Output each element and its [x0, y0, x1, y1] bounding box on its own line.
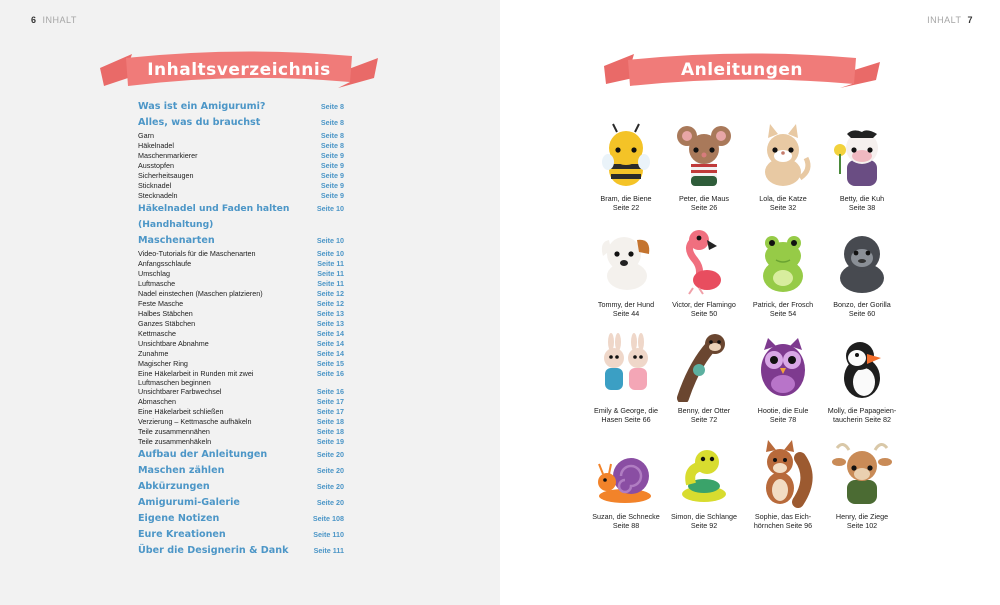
toc-page-number: Seite 14 [316, 349, 344, 358]
toc-page-number: Seite 9 [320, 191, 344, 200]
toc-page-number: Seite 20 [316, 450, 344, 459]
toc-page-number: Seite 13 [316, 309, 344, 318]
folio-left [31, 15, 77, 25]
toc-page-number: Seite 16 [316, 387, 344, 396]
toc-entry [138, 437, 344, 447]
toc-page-number: Seite 8 [320, 131, 344, 140]
bunnies-icon [591, 332, 661, 402]
toc-page-number: Seite 18 [316, 417, 344, 426]
toc-page-number: Seite 18 [316, 427, 344, 436]
toc-entry [138, 359, 344, 369]
mouse-icon [669, 120, 739, 190]
toc-label: Garn [138, 131, 154, 140]
pattern-card [822, 226, 902, 318]
toc-page-number: Seite 10 [316, 249, 344, 258]
toc-banner [100, 48, 378, 92]
toc-page-number: Seite 17 [316, 397, 344, 406]
toc-label: Amigurumi-Galerie [138, 497, 240, 508]
pattern-name: Benny, der Otter [677, 406, 731, 415]
toc-entry [138, 397, 344, 407]
pattern-name: Victor, der Flamingo [672, 300, 736, 309]
toc-section [138, 99, 344, 115]
toc-label: Was ist ein Amigurumi? [138, 101, 266, 112]
pattern-page: Seite 22 [612, 203, 640, 212]
pattern-page-number: Seite 96 [785, 521, 813, 530]
toc-entry [138, 349, 344, 359]
toc-label: Sticknadel [138, 181, 172, 190]
pattern-card [822, 438, 902, 530]
pattern-page: Seite 50 [690, 309, 718, 318]
toc-entry [138, 309, 344, 319]
toc-entry [138, 319, 344, 329]
toc-entry [138, 191, 344, 201]
toc-label: Halbes Stäbchen [138, 309, 193, 318]
snake-icon [669, 438, 739, 508]
pattern-page: Seite 78 [769, 415, 797, 424]
toc-page-number: Seite 9 [320, 171, 344, 180]
pattern-name-continued: hörnchen [753, 521, 784, 530]
pattern-name: Betty, die Kuh [839, 194, 885, 203]
pattern-card [586, 120, 666, 212]
folio-right [927, 15, 973, 25]
cat-icon [748, 120, 818, 190]
toc-page-number: Seite 10 [316, 236, 344, 245]
patterns-banner [604, 48, 880, 92]
toc-entry [138, 259, 344, 269]
pattern-card [822, 332, 902, 424]
toc-label: Unsichtbarer Farbwechsel [138, 387, 222, 396]
toc-label: Sicherheitsaugen [138, 171, 194, 180]
pattern-page: Seite 72 [690, 415, 718, 424]
toc-label: Video-Tutorials für die Maschenarten [138, 249, 256, 258]
toc-label: Ausstopfen [138, 161, 174, 170]
pattern-name: Sophie, das Eich- [754, 512, 812, 521]
toc-label: Verzierung – Kettmasche aufhäkeln [138, 417, 252, 426]
toc-page-number: Seite 9 [320, 161, 344, 170]
toc-page-number: Seite 11 [317, 259, 344, 268]
toc-label: Maschenmarkierer [138, 151, 198, 160]
toc-entry [138, 289, 344, 299]
toc-section [138, 479, 344, 495]
table-of-contents [138, 99, 344, 559]
pattern-page: Seite 44 [612, 309, 640, 318]
toc-page-number: Seite 8 [320, 141, 344, 150]
cow-icon [827, 120, 897, 190]
toc-page-number: Seite 108 [312, 514, 344, 523]
toc-label: Maschen zählen [138, 465, 225, 476]
goat-icon [827, 438, 897, 508]
pattern-page: Seite 54 [769, 309, 797, 318]
toc-label: Alles, was du brauchst [138, 117, 261, 128]
toc-section [138, 447, 344, 463]
toc-page-number: Seite 11 [317, 269, 344, 278]
pattern-page: Seite 60 [848, 309, 876, 318]
pattern-page-number: Seite 82 [864, 415, 891, 424]
pattern-card [743, 438, 823, 530]
toc-label: Kettmasche [138, 329, 176, 338]
flamingo-icon [669, 226, 739, 296]
toc-entry [138, 279, 344, 289]
toc-page-number: Seite 20 [316, 466, 344, 475]
toc-page-number: Seite 15 [316, 359, 344, 368]
page-number-right: 7 [967, 15, 973, 25]
gorilla-icon [827, 226, 897, 296]
pattern-name: Bonzo, der Gorilla [833, 300, 891, 309]
toc-entry [138, 171, 344, 181]
pattern-name: Hootie, die Eule [757, 406, 809, 415]
toc-entry [138, 407, 344, 417]
toc-page-number: Seite 11 [317, 279, 344, 288]
toc-label: Maschenarten [138, 235, 215, 246]
pattern-name: Bram, die Biene [600, 194, 652, 203]
toc-page-number: Seite 20 [316, 498, 344, 507]
toc-label: Magischer Ring [138, 359, 188, 368]
pattern-page: Seite 38 [848, 203, 876, 212]
dog-icon [591, 226, 661, 296]
toc-label: Eure Kreationen [138, 529, 226, 540]
toc-page-number: Seite 110 [313, 530, 344, 539]
toc-section [138, 511, 344, 527]
toc-entry [138, 387, 344, 397]
toc-label: Nadel einstechen (Maschen platzieren) [138, 289, 263, 298]
bee-icon [591, 120, 661, 190]
toc-page-number: Seite 13 [316, 319, 344, 328]
toc-section [138, 463, 344, 479]
toc-label: Ganzes Stäbchen [138, 319, 196, 328]
toc-entry [138, 249, 344, 259]
toc-page-number: Seite 14 [316, 339, 344, 348]
toc-page-number: Seite 12 [316, 289, 344, 298]
pattern-name: Henry, die Ziege [835, 512, 889, 521]
toc-section [138, 543, 344, 559]
toc-entry [138, 131, 344, 141]
toc-label: Aufbau der Anleitungen [138, 449, 268, 460]
pattern-page: Seite 88 [612, 521, 640, 530]
toc-label: Häkelnadel und Faden halten (Handhaltung) [138, 203, 290, 230]
folio-label-left: INHALT [42, 15, 77, 25]
pattern-card [743, 332, 823, 424]
pattern-page: Seite 92 [690, 521, 718, 530]
toc-section [138, 115, 344, 131]
pattern-name: Simon, die Schlange [671, 512, 737, 521]
toc-label: Über die Designerin & Dank [138, 545, 289, 556]
patterns-title: Anleitungen [680, 60, 804, 80]
toc-page-number: Seite 19 [316, 437, 344, 446]
toc-page-number: Seite 16 [316, 369, 344, 378]
toc-page-number: Seite 17 [316, 407, 344, 416]
toc-label: Anfangsschlaufe [138, 259, 192, 268]
toc-entry [138, 269, 344, 279]
pattern-name: Lola, die Katze [759, 194, 807, 203]
pattern-card [586, 438, 666, 530]
toc-label: Unsichtbare Abnahme [138, 339, 209, 348]
owl-icon [748, 332, 818, 402]
toc-page-number: Seite 9 [320, 181, 344, 190]
pattern-page [743, 521, 823, 530]
toc-label: Luftmasche [138, 279, 176, 288]
pattern-page [822, 415, 902, 424]
pattern-page [586, 415, 666, 424]
toc-entry [138, 329, 344, 339]
pattern-card [664, 332, 744, 424]
pattern-name-continued: taucherin [833, 415, 863, 424]
pattern-name-continued: Hasen [601, 415, 623, 424]
toc-label: Eine Häkelarbeit in Runden mit zwei Luftmaschen beginnen [138, 369, 254, 387]
toc-page-number: Seite 9 [320, 151, 344, 160]
toc-entry [138, 161, 344, 171]
page-number-left: 6 [31, 15, 37, 25]
otter-icon [669, 332, 739, 402]
toc-label: Eine Häkelarbeit schließen [138, 407, 224, 416]
toc-page-number: Seite 111 [313, 546, 344, 555]
toc-entry [138, 299, 344, 309]
toc-page-number: Seite 10 [316, 204, 344, 213]
pattern-card [743, 226, 823, 318]
pattern-name: Molly, die Papageien- [827, 406, 897, 415]
pattern-card [664, 226, 744, 318]
toc-page-number: Seite 12 [316, 299, 344, 308]
frog-icon [748, 226, 818, 296]
pattern-card [822, 120, 902, 212]
pattern-name: Peter, die Maus [679, 194, 729, 203]
pattern-page-number: Seite 66 [624, 415, 651, 424]
pattern-page: Seite 102 [846, 521, 878, 530]
pattern-card [664, 120, 744, 212]
toc-entry [138, 369, 344, 387]
toc-section [138, 233, 344, 249]
toc-section [138, 527, 344, 543]
toc-page-number: Seite 8 [320, 118, 344, 127]
toc-page-number: Seite 20 [316, 482, 344, 491]
snail-icon [591, 438, 661, 508]
toc-label: Teile zusammenhäkeln [138, 437, 212, 446]
toc-label: Feste Masche [138, 299, 184, 308]
pattern-name: Emily & George, die [594, 406, 658, 415]
pattern-card [743, 120, 823, 212]
squirrel-icon [748, 438, 818, 508]
pattern-page: Seite 26 [690, 203, 718, 212]
toc-entry [138, 427, 344, 437]
toc-entry [138, 151, 344, 161]
toc-label: Abmaschen [138, 397, 176, 406]
toc-section [138, 201, 344, 233]
toc-label: Stecknadeln [138, 191, 178, 200]
toc-label: Zunahme [138, 349, 169, 358]
toc-entry [138, 181, 344, 191]
pattern-page: Seite 32 [769, 203, 797, 212]
puffin-icon [827, 332, 897, 402]
folio-label-right: INHALT [927, 15, 962, 25]
toc-label: Häkelnadel [138, 141, 174, 150]
toc-label: Abkürzungen [138, 481, 210, 492]
toc-title: Inhaltsverzeichnis [147, 60, 331, 80]
pattern-name: Patrick, der Frosch [752, 300, 814, 309]
toc-entry [138, 417, 344, 427]
toc-label: Umschlag [138, 269, 170, 278]
pattern-card [586, 332, 666, 424]
toc-entry [138, 339, 344, 349]
toc-page-number: Seite 14 [316, 329, 344, 338]
pattern-name: Tommy, der Hund [597, 300, 655, 309]
toc-label: Teile zusammennähen [138, 427, 210, 436]
pattern-card [586, 226, 666, 318]
toc-page-number: Seite 8 [320, 102, 344, 111]
toc-section [138, 495, 344, 511]
pattern-card [664, 438, 744, 530]
toc-entry [138, 141, 344, 151]
toc-label: Eigene Notizen [138, 513, 220, 524]
pattern-name: Suzan, die Schnecke [592, 512, 660, 521]
